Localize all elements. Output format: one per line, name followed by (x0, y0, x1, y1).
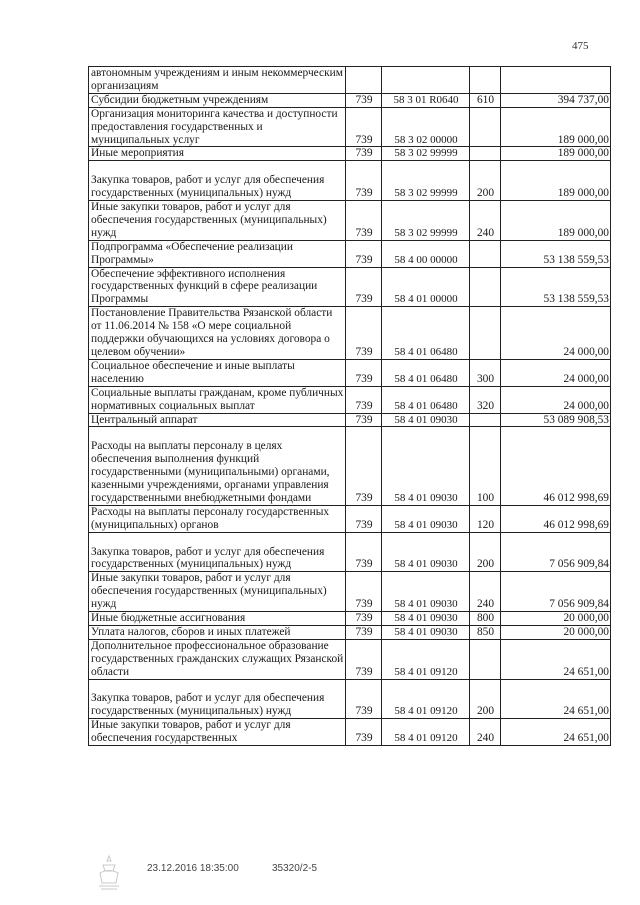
item-name: Расходы на выплаты персоналу в целях обеспечения выполнения функций государственными (муниципальными) органами, казенными учреждениями, органами управления государственными внебюджетными фондами (89, 427, 346, 505)
table-row (89, 201, 611, 241)
seal-icon (94, 853, 124, 893)
item-vr (470, 240, 501, 267)
item-vr: 240 (470, 201, 501, 241)
item-sum: 7 056 909,84 (501, 532, 611, 572)
item-csr: 58 3 02 00000 (382, 107, 470, 147)
item-vr (470, 639, 501, 679)
item-sum: 53 089 908,53 (501, 413, 611, 427)
item-sum: 7 056 909,84 (501, 572, 611, 612)
item-csr: 58 4 00 00000 (382, 240, 470, 267)
item-sum: 20 000,00 (501, 612, 611, 626)
item-name: Постановление Правительства Рязанской области от 11.06.2014 № 158 «О мере социальной поддержки обучающихся на условиях договора о целевом обучении» (89, 307, 346, 360)
item-name: Иные бюджетные ассигнования (89, 612, 346, 626)
item-name: Субсидии бюджетным учреждениям (89, 93, 346, 107)
table-row (89, 532, 611, 572)
table-row (89, 67, 611, 94)
table-row (89, 427, 611, 505)
item-sum: 24 000,00 (501, 307, 611, 360)
item-csr: 58 4 01 06480 (382, 359, 470, 386)
item-grbs: 739 (346, 612, 382, 626)
item-vr (470, 307, 501, 360)
item-csr: 58 4 01 09030 (382, 413, 470, 427)
item-sum: 24 651,00 (501, 639, 611, 679)
item-csr: 58 3 02 99999 (382, 161, 470, 201)
item-name: Подпрограмма «Обеспечение реализации Программы» (89, 240, 346, 267)
item-grbs: 739 (346, 386, 382, 413)
item-csr: 58 4 01 00000 (382, 267, 470, 307)
item-grbs: 739 (346, 427, 382, 505)
item-sum: 189 000,00 (501, 201, 611, 241)
item-grbs: 739 (346, 201, 382, 241)
table-row (89, 240, 611, 267)
item-grbs: 739 (346, 307, 382, 360)
item-grbs: 739 (346, 107, 382, 147)
item-sum: 24 651,00 (501, 719, 611, 746)
item-grbs: 739 (346, 161, 382, 201)
item-sum: 53 138 559,53 (501, 267, 611, 307)
item-sum: 394 737,00 (501, 93, 611, 107)
item-sum: 189 000,00 (501, 107, 611, 147)
item-vr: 120 (470, 505, 501, 532)
table-row (89, 161, 611, 201)
table-row (89, 719, 611, 746)
item-sum: 24 000,00 (501, 386, 611, 413)
item-name: Уплата налогов, сборов и иных платежей (89, 625, 346, 639)
item-csr: 58 4 01 09120 (382, 639, 470, 679)
item-vr (470, 107, 501, 147)
item-grbs: 739 (346, 572, 382, 612)
item-csr (382, 67, 470, 94)
item-vr: 200 (470, 161, 501, 201)
item-csr: 58 4 01 09030 (382, 427, 470, 505)
item-csr: 58 4 01 09030 (382, 532, 470, 572)
item-sum (501, 67, 611, 94)
item-grbs: 739 (346, 625, 382, 639)
item-csr: 58 4 01 09030 (382, 505, 470, 532)
item-vr (470, 267, 501, 307)
item-name: Дополнительное профессиональное образование государственных гражданских служащих Рязанской области (89, 639, 346, 679)
item-name: Организация мониторинга качества и доступности предоставления государственных и муниципальных услуг (89, 107, 346, 147)
footer-datetime: 23.12.2016 18:35:00 (147, 863, 239, 874)
item-grbs: 739 (346, 719, 382, 746)
item-sum: 189 000,00 (501, 147, 611, 161)
item-vr: 320 (470, 386, 501, 413)
item-name: Обеспечение эффективного исполнения государственных функций в сфере реализации Программы (89, 267, 346, 307)
item-vr: 610 (470, 93, 501, 107)
item-csr: 58 4 01 09120 (382, 719, 470, 746)
table-row (89, 572, 611, 612)
item-vr: 300 (470, 359, 501, 386)
table-row (89, 625, 611, 639)
item-csr: 58 4 01 06480 (382, 386, 470, 413)
table-row (89, 505, 611, 532)
item-grbs: 739 (346, 147, 382, 161)
item-grbs: 739 (346, 359, 382, 386)
item-vr: 100 (470, 427, 501, 505)
item-vr (470, 147, 501, 161)
item-grbs: 739 (346, 413, 382, 427)
item-csr: 58 3 01 R0640 (382, 93, 470, 107)
table-row (89, 639, 611, 679)
item-csr: 58 3 02 99999 (382, 201, 470, 241)
item-vr: 240 (470, 719, 501, 746)
table-row (89, 679, 611, 719)
item-name: Закупка товаров, работ и услуг для обеспечения государственных (муниципальных) нужд (89, 161, 346, 201)
item-grbs: 739 (346, 532, 382, 572)
item-csr: 58 4 01 09030 (382, 612, 470, 626)
item-grbs: 739 (346, 505, 382, 532)
item-sum: 24 000,00 (501, 359, 611, 386)
item-csr: 58 4 01 09030 (382, 625, 470, 639)
item-name: Иные мероприятия (89, 147, 346, 161)
item-name: Центральный аппарат (89, 413, 346, 427)
item-vr: 200 (470, 679, 501, 719)
page-number: 475 (572, 40, 589, 52)
item-name: Расходы на выплаты персоналу государственных (муниципальных) органов (89, 505, 346, 532)
table-row (89, 267, 611, 307)
item-csr: 58 4 01 09030 (382, 572, 470, 612)
item-name: Закупка товаров, работ и услуг для обеспечения государственных (муниципальных) нужд (89, 532, 346, 572)
item-vr (470, 67, 501, 94)
budget-table (88, 66, 611, 746)
item-csr: 58 4 01 09120 (382, 679, 470, 719)
item-sum: 46 012 998,69 (501, 505, 611, 532)
item-grbs: 739 (346, 93, 382, 107)
item-sum: 53 138 559,53 (501, 240, 611, 267)
item-name: Иные закупки товаров, работ и услуг для обеспечения государственных (муниципальных) нужд (89, 201, 346, 241)
table-row (89, 413, 611, 427)
table-row (89, 612, 611, 626)
item-name: Закупка товаров, работ и услуг для обеспечения государственных (муниципальных) нужд (89, 679, 346, 719)
item-grbs: 739 (346, 639, 382, 679)
table-row (89, 93, 611, 107)
table-row (89, 307, 611, 360)
item-sum: 20 000,00 (501, 625, 611, 639)
item-sum: 189 000,00 (501, 161, 611, 201)
table-row (89, 386, 611, 413)
table-row (89, 359, 611, 386)
item-name: Иные закупки товаров, работ и услуг для обеспечения государственных (муниципальных) нужд (89, 572, 346, 612)
item-vr: 850 (470, 625, 501, 639)
table-row (89, 107, 611, 147)
item-vr: 200 (470, 532, 501, 572)
item-grbs: 739 (346, 240, 382, 267)
item-grbs: 739 (346, 679, 382, 719)
item-name: Иные закупки товаров, работ и услуг для обеспечения государственных (89, 719, 346, 746)
item-name: Социальное обеспечение и иные выплаты населению (89, 359, 346, 386)
item-grbs: 739 (346, 267, 382, 307)
item-sum: 46 012 998,69 (501, 427, 611, 505)
item-grbs (346, 67, 382, 94)
item-sum: 24 651,00 (501, 679, 611, 719)
item-csr: 58 3 02 99999 (382, 147, 470, 161)
item-name: Социальные выплаты гражданам, кроме публичных нормативных социальных выплат (89, 386, 346, 413)
item-vr (470, 413, 501, 427)
footer-doc-number: 35320/2-5 (272, 863, 318, 874)
item-vr: 240 (470, 572, 501, 612)
item-name: автономным учреждениям и иным некоммерческим организациям (89, 67, 346, 94)
item-csr: 58 4 01 06480 (382, 307, 470, 360)
table-row (89, 147, 611, 161)
page-footer (0, 861, 640, 901)
budget-table-body (89, 67, 611, 746)
item-vr: 800 (470, 612, 501, 626)
